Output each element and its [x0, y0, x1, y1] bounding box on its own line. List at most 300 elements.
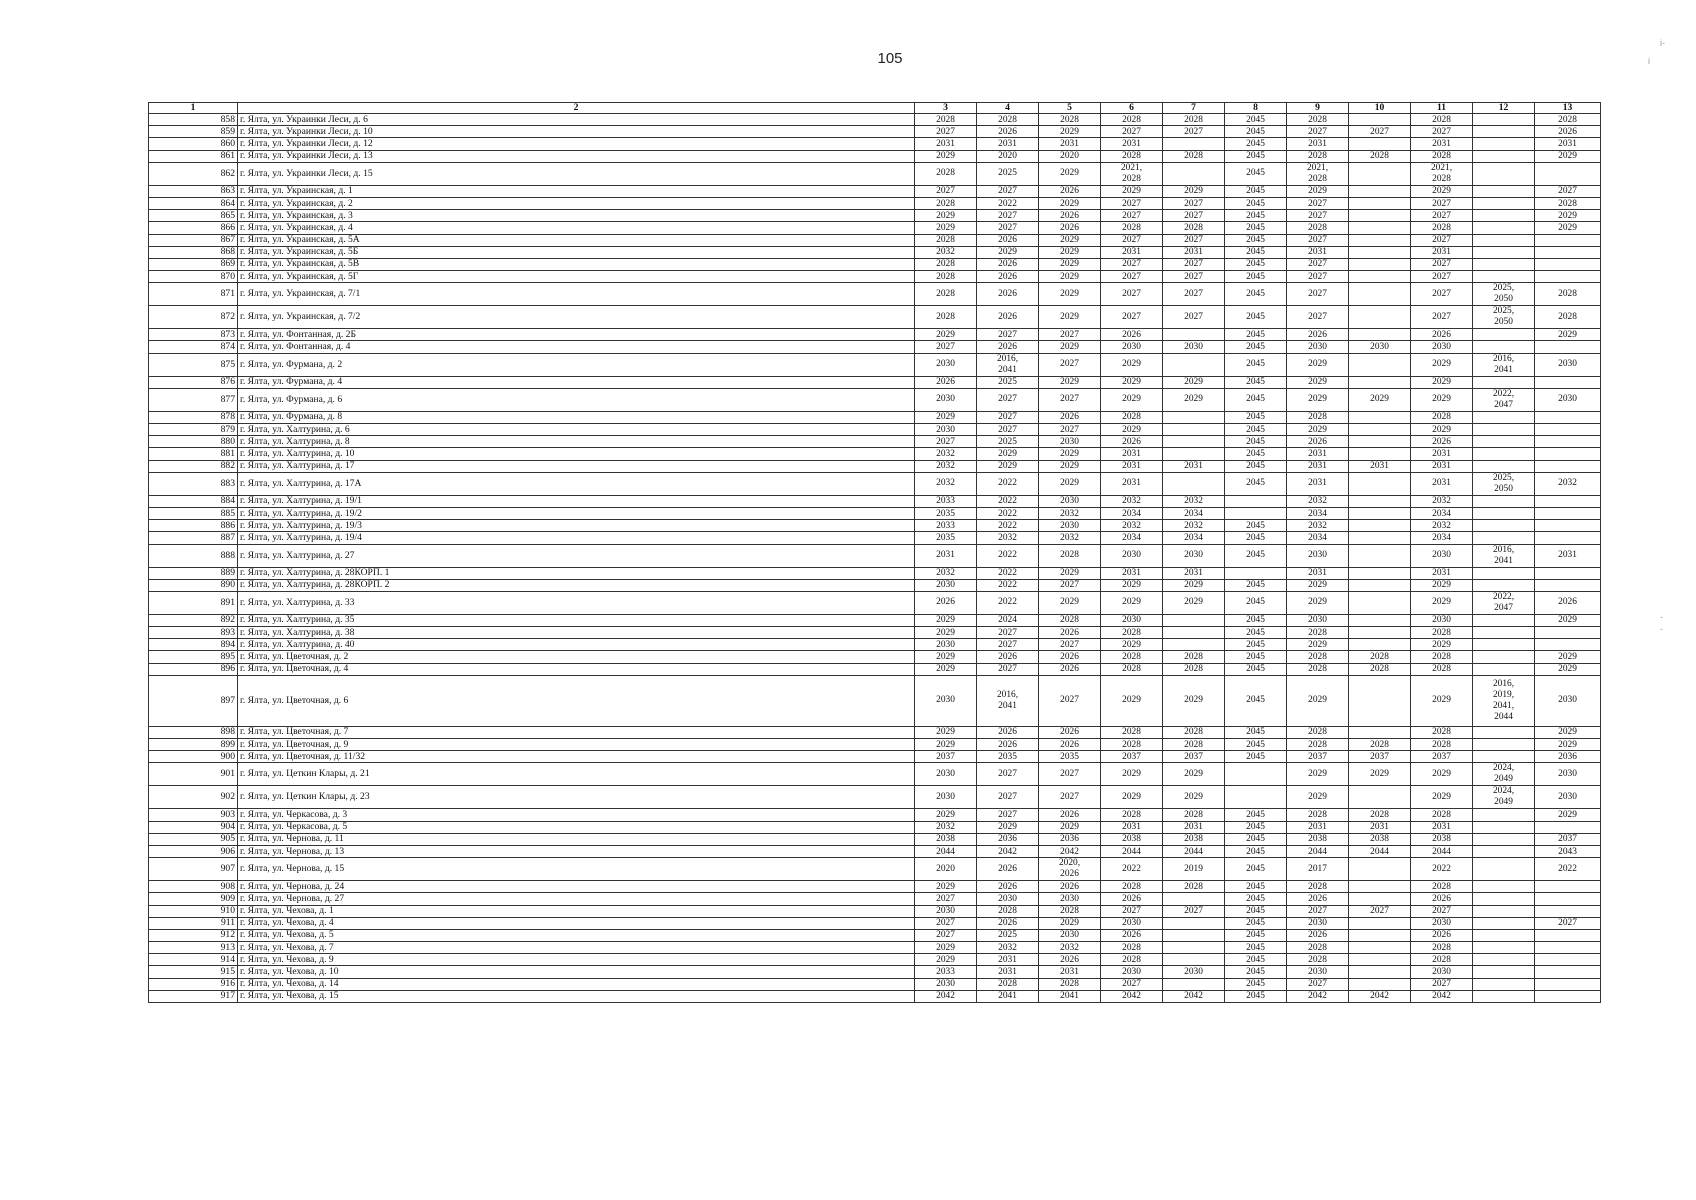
- year-cell: 2045: [1225, 929, 1287, 941]
- row-number-cell: 884: [149, 495, 238, 507]
- year-cell: 2030: [1287, 544, 1349, 567]
- row-number-cell: 907: [149, 858, 238, 881]
- year-cell: 2027: [1535, 917, 1601, 929]
- year-cell: 2024: [977, 614, 1039, 626]
- address-cell: г. Ялта, ул. Цеткин Клары, д. 23: [238, 786, 915, 809]
- address-cell: г. Ялта, ул. Халтурина, д. 35: [238, 614, 915, 626]
- year-cell: 2029: [1039, 376, 1101, 388]
- year-cell: 2027: [977, 663, 1039, 675]
- year-cell: 2037: [1349, 751, 1411, 763]
- year-cell: 2026: [1039, 185, 1101, 197]
- year-cell: 2045: [1225, 809, 1287, 821]
- year-cell: [1473, 246, 1535, 258]
- row-number-cell: 898: [149, 726, 238, 738]
- year-cell: 2031: [1287, 821, 1349, 833]
- year-cell: [1473, 234, 1535, 246]
- year-cell: 2031: [1101, 472, 1163, 495]
- year-cell: 2045: [1225, 675, 1287, 726]
- year-cell: 2028: [1411, 881, 1473, 893]
- year-cell: 2020: [915, 858, 977, 881]
- year-cell: 2030: [977, 893, 1039, 905]
- address-cell: г. Ялта, ул. Халтурина, д. 19/1: [238, 495, 915, 507]
- year-cell: 2045: [1225, 614, 1287, 626]
- year-cell: [1535, 579, 1601, 591]
- year-cell: 2028: [1039, 905, 1101, 917]
- table-row: [149, 627, 1601, 639]
- year-cell: 2029: [1349, 388, 1411, 411]
- year-cell: 2022: [977, 507, 1039, 519]
- year-cell: 2045: [1225, 353, 1287, 376]
- year-cell: 2028: [1163, 222, 1225, 234]
- year-cell: [1163, 472, 1225, 495]
- year-cell: 2031: [1411, 138, 1473, 150]
- year-cell: 2028: [1287, 222, 1349, 234]
- year-cell: [1473, 495, 1535, 507]
- year-cell: [1163, 329, 1225, 341]
- address-cell: г. Ялта, ул. Халтурина, д. 6: [238, 424, 915, 436]
- year-cell: [1349, 306, 1411, 329]
- year-cell: 2029: [1039, 460, 1101, 472]
- year-cell: 2028: [1101, 881, 1163, 893]
- year-cell: 2022: [977, 579, 1039, 591]
- table-row: [149, 544, 1601, 567]
- year-cell: 2029: [1287, 388, 1349, 411]
- header-row: [149, 103, 1601, 114]
- row-number-cell: 875: [149, 353, 238, 376]
- table-row: [149, 893, 1601, 905]
- address-cell: г. Ялта, ул. Украинская, д. 1: [238, 185, 915, 197]
- year-cell: 2028: [1411, 954, 1473, 966]
- year-cell: [1535, 990, 1601, 1002]
- year-cell: 2030: [1101, 544, 1163, 567]
- year-cell: 2029: [1163, 376, 1225, 388]
- year-cell: 2031: [915, 544, 977, 567]
- year-cell: 2029: [1101, 424, 1163, 436]
- address-cell: г. Ялта, ул. Халтурина, д. 19/3: [238, 520, 915, 532]
- year-cell: [1473, 138, 1535, 150]
- year-cell: 2029: [1101, 786, 1163, 809]
- year-cell: 2029: [1287, 675, 1349, 726]
- year-cell: [1163, 411, 1225, 423]
- year-cell: [1349, 917, 1411, 929]
- column-header: 1: [149, 103, 238, 114]
- year-cell: 2026: [1287, 929, 1349, 941]
- year-cell: 2028: [1101, 954, 1163, 966]
- year-cell: [1535, 271, 1601, 283]
- year-cell: 2035: [1039, 751, 1101, 763]
- year-cell: 2033: [915, 520, 977, 532]
- year-cell: 2041: [977, 990, 1039, 1002]
- year-cell: [1163, 942, 1225, 954]
- table-row: [149, 258, 1601, 270]
- year-cell: 2029: [1535, 651, 1601, 663]
- address-cell: г. Ялта, ул. Фурмана, д. 8: [238, 411, 915, 423]
- year-cell: 2026: [977, 271, 1039, 283]
- year-cell: 2029: [1039, 197, 1101, 209]
- year-cell: 2030: [1349, 341, 1411, 353]
- year-cell: 2029: [1039, 917, 1101, 929]
- year-cell: 2020: [1039, 150, 1101, 162]
- year-cell: 2026: [1101, 436, 1163, 448]
- year-cell: 2027: [1039, 675, 1101, 726]
- year-cell: 2044: [1411, 845, 1473, 857]
- year-cell: 2026: [1039, 881, 1101, 893]
- year-cell: 2027: [1039, 786, 1101, 809]
- year-cell: [1473, 436, 1535, 448]
- year-cell: [1349, 978, 1411, 990]
- year-cell: 2026: [1039, 210, 1101, 222]
- year-cell: 2031: [1163, 460, 1225, 472]
- table-row: [149, 353, 1601, 376]
- year-cell: 2022: [1101, 858, 1163, 881]
- row-number-cell: 873: [149, 329, 238, 341]
- year-cell: [1349, 544, 1411, 567]
- year-cell: 2031: [1349, 460, 1411, 472]
- year-cell: 2030: [1411, 544, 1473, 567]
- year-cell: [1163, 978, 1225, 990]
- year-cell: 2029: [1101, 639, 1163, 651]
- year-cell: [1349, 591, 1411, 614]
- year-cell: [1349, 448, 1411, 460]
- year-cell: [1349, 579, 1411, 591]
- address-cell: г. Ялта, ул. Халтурина, д. 33: [238, 591, 915, 614]
- year-cell: 2022: [977, 591, 1039, 614]
- address-cell: г. Ялта, ул. Халтурина, д. 8: [238, 436, 915, 448]
- year-cell: 2030: [1535, 786, 1601, 809]
- row-number-cell: 910: [149, 905, 238, 917]
- year-cell: 2026: [977, 283, 1039, 306]
- year-cell: 2027: [1101, 271, 1163, 283]
- year-cell: 2045: [1225, 544, 1287, 567]
- year-cell: 2027: [1101, 197, 1163, 209]
- year-cell: 2045: [1225, 114, 1287, 126]
- year-cell: 2027: [977, 639, 1039, 651]
- year-cell: 2032: [915, 567, 977, 579]
- year-cell: [1349, 495, 1411, 507]
- year-cell: 2026: [1039, 809, 1101, 821]
- year-cell: 2029: [1039, 283, 1101, 306]
- year-cell: 2045: [1225, 978, 1287, 990]
- table-row: [149, 942, 1601, 954]
- year-cell: [1473, 150, 1535, 162]
- year-cell: [1349, 881, 1411, 893]
- year-cell: 2022: [977, 520, 1039, 532]
- year-cell: 2045: [1225, 917, 1287, 929]
- year-cell: [1349, 893, 1411, 905]
- year-cell: 2029: [977, 246, 1039, 258]
- row-number-cell: 901: [149, 763, 238, 786]
- row-number-cell: 870: [149, 271, 238, 283]
- year-cell: [1349, 329, 1411, 341]
- address-cell: г. Ялта, ул. Черкасова, д. 5: [238, 821, 915, 833]
- year-cell: 2021, 2028: [1101, 162, 1163, 185]
- year-cell: 2030: [1287, 917, 1349, 929]
- year-cell: 2027: [1287, 978, 1349, 990]
- year-cell: 2029: [915, 150, 977, 162]
- year-cell: 2026: [1039, 651, 1101, 663]
- year-cell: 2034: [1287, 507, 1349, 519]
- year-cell: [1349, 858, 1411, 881]
- table-row: [149, 675, 1601, 726]
- year-cell: 2043: [1535, 845, 1601, 857]
- year-cell: 2029: [1287, 579, 1349, 591]
- year-cell: 2027: [1287, 126, 1349, 138]
- row-number-cell: 864: [149, 197, 238, 209]
- year-cell: 2027: [915, 893, 977, 905]
- year-cell: 2030: [1287, 341, 1349, 353]
- year-cell: 2028: [915, 271, 977, 283]
- year-cell: 2032: [915, 821, 977, 833]
- column-header: 2: [238, 103, 915, 114]
- column-header: 8: [1225, 103, 1287, 114]
- year-cell: 2027: [1039, 388, 1101, 411]
- year-cell: 2038: [915, 833, 977, 845]
- year-cell: [1349, 210, 1411, 222]
- year-cell: 2031: [1101, 821, 1163, 833]
- year-cell: 2022: [977, 472, 1039, 495]
- row-number-cell: 859: [149, 126, 238, 138]
- year-cell: 2030: [915, 353, 977, 376]
- year-cell: 2028: [1287, 411, 1349, 423]
- year-cell: 2045: [1225, 627, 1287, 639]
- year-cell: 2028: [1349, 739, 1411, 751]
- year-cell: [1535, 234, 1601, 246]
- year-cell: [1349, 567, 1411, 579]
- year-cell: 2031: [1411, 567, 1473, 579]
- year-cell: 2028: [1287, 942, 1349, 954]
- year-cell: 2045: [1225, 460, 1287, 472]
- year-cell: 2034: [1287, 532, 1349, 544]
- table-row: [149, 222, 1601, 234]
- year-cell: 2029: [1163, 579, 1225, 591]
- year-cell: 2027: [977, 627, 1039, 639]
- year-cell: [1349, 271, 1411, 283]
- year-cell: 2028: [1163, 663, 1225, 675]
- year-cell: 2045: [1225, 893, 1287, 905]
- year-cell: 2027: [977, 210, 1039, 222]
- year-cell: 2045: [1225, 329, 1287, 341]
- year-cell: [1535, 507, 1601, 519]
- table-row: [149, 376, 1601, 388]
- row-number-cell: 883: [149, 472, 238, 495]
- year-cell: 2029: [977, 821, 1039, 833]
- year-cell: [1473, 751, 1535, 763]
- year-cell: [1349, 246, 1411, 258]
- year-cell: 2045: [1225, 845, 1287, 857]
- year-cell: 2028: [1101, 739, 1163, 751]
- year-cell: 2029: [1535, 150, 1601, 162]
- row-number-cell: 867: [149, 234, 238, 246]
- table-row: [149, 763, 1601, 786]
- year-cell: 2045: [1225, 942, 1287, 954]
- year-cell: 2029: [1287, 786, 1349, 809]
- address-cell: г. Ялта, ул. Халтурина, д. 17А: [238, 472, 915, 495]
- year-cell: 2027: [1101, 258, 1163, 270]
- row-number-cell: 860: [149, 138, 238, 150]
- year-cell: 2029: [1101, 675, 1163, 726]
- year-cell: 2026: [977, 341, 1039, 353]
- year-cell: 2022, 2047: [1473, 388, 1535, 411]
- year-cell: [1473, 520, 1535, 532]
- year-cell: 2045: [1225, 306, 1287, 329]
- year-cell: 2028: [1287, 150, 1349, 162]
- year-cell: 2032: [1535, 472, 1601, 495]
- year-cell: 2028: [1287, 663, 1349, 675]
- year-cell: 2027: [1101, 905, 1163, 917]
- year-cell: 2029: [1101, 763, 1163, 786]
- year-cell: 2029: [1411, 376, 1473, 388]
- table-row: [149, 858, 1601, 881]
- year-cell: 2029: [1163, 763, 1225, 786]
- address-cell: г. Ялта, ул. Халтурина, д. 28КОРП. 2: [238, 579, 915, 591]
- year-cell: 2032: [1163, 520, 1225, 532]
- column-header: 11: [1411, 103, 1473, 114]
- row-number-cell: 912: [149, 929, 238, 941]
- year-cell: 2032: [915, 460, 977, 472]
- year-cell: 2029: [1101, 579, 1163, 591]
- table-row: [149, 821, 1601, 833]
- table-row: [149, 591, 1601, 614]
- year-cell: [1349, 627, 1411, 639]
- year-cell: 2031: [1039, 966, 1101, 978]
- year-cell: 2032: [977, 532, 1039, 544]
- year-cell: 2029: [1411, 786, 1473, 809]
- year-cell: 2045: [1225, 858, 1287, 881]
- year-cell: [1473, 942, 1535, 954]
- table-row: [149, 881, 1601, 893]
- year-cell: 2042: [1163, 990, 1225, 1002]
- year-cell: 2042: [1411, 990, 1473, 1002]
- year-cell: 2030: [1101, 341, 1163, 353]
- year-cell: 2029: [915, 809, 977, 821]
- year-cell: 2029: [1535, 614, 1601, 626]
- year-cell: 2030: [915, 424, 977, 436]
- year-cell: [1535, 942, 1601, 954]
- year-cell: 2027: [1349, 905, 1411, 917]
- year-cell: 2037: [1535, 833, 1601, 845]
- column-header: 9: [1287, 103, 1349, 114]
- year-cell: 2028: [1411, 651, 1473, 663]
- year-cell: 2031: [1411, 246, 1473, 258]
- year-cell: [1349, 258, 1411, 270]
- year-cell: 2027: [915, 929, 977, 941]
- year-cell: 2026: [1039, 663, 1101, 675]
- address-cell: г. Ялта, ул. Фурмана, д. 2: [238, 353, 915, 376]
- address-cell: г. Ялта, ул. Чехова, д. 10: [238, 966, 915, 978]
- year-cell: 2026: [1039, 739, 1101, 751]
- address-cell: г. Ялта, ул. Халтурина, д. 10: [238, 448, 915, 460]
- year-cell: 2029: [1039, 567, 1101, 579]
- year-cell: 2044: [1101, 845, 1163, 857]
- year-cell: 2028: [1163, 726, 1225, 738]
- row-number-cell: 902: [149, 786, 238, 809]
- table-row: [149, 411, 1601, 423]
- year-cell: 2031: [1039, 138, 1101, 150]
- year-cell: [1535, 966, 1601, 978]
- column-header: 5: [1039, 103, 1101, 114]
- year-cell: 2045: [1225, 448, 1287, 460]
- year-cell: 2045: [1225, 271, 1287, 283]
- year-cell: 2034: [1411, 532, 1473, 544]
- year-cell: [1473, 726, 1535, 738]
- table-row: [149, 283, 1601, 306]
- year-cell: 2025, 2050: [1473, 283, 1535, 306]
- column-header: 10: [1349, 103, 1411, 114]
- year-cell: 2028: [1287, 954, 1349, 966]
- year-cell: 2027: [1039, 424, 1101, 436]
- year-cell: 2028: [1535, 114, 1601, 126]
- year-cell: [1473, 917, 1535, 929]
- year-cell: 2032: [915, 472, 977, 495]
- year-cell: 2031: [1101, 246, 1163, 258]
- table-row: [149, 751, 1601, 763]
- year-cell: 2030: [1411, 917, 1473, 929]
- year-cell: [1535, 978, 1601, 990]
- address-cell: г. Ялта, ул. Чехова, д. 7: [238, 942, 915, 954]
- year-cell: 2042: [915, 990, 977, 1002]
- year-cell: 2029: [915, 739, 977, 751]
- year-cell: 2028: [1411, 627, 1473, 639]
- year-cell: 2034: [1163, 507, 1225, 519]
- year-cell: [1349, 614, 1411, 626]
- year-cell: 2027: [1163, 210, 1225, 222]
- table-row: [149, 917, 1601, 929]
- year-cell: 2029: [1163, 591, 1225, 614]
- year-cell: 2045: [1225, 341, 1287, 353]
- year-cell: [1349, 639, 1411, 651]
- year-cell: [1473, 567, 1535, 579]
- table-row: [149, 472, 1601, 495]
- year-cell: [1473, 114, 1535, 126]
- year-cell: [1535, 162, 1601, 185]
- year-cell: 2027: [1411, 234, 1473, 246]
- year-cell: [1535, 448, 1601, 460]
- address-cell: г. Ялта, ул. Чернова, д. 27: [238, 893, 915, 905]
- year-cell: 2029: [1101, 185, 1163, 197]
- margin-mark: i-: [1660, 38, 1665, 48]
- year-cell: 2041: [1039, 990, 1101, 1002]
- year-cell: 2028: [1411, 726, 1473, 738]
- year-cell: 2027: [1163, 126, 1225, 138]
- year-cell: 2045: [1225, 126, 1287, 138]
- year-cell: 2027: [1411, 271, 1473, 283]
- year-cell: 2028: [1411, 942, 1473, 954]
- year-cell: 2028: [1411, 809, 1473, 821]
- year-cell: 2027: [915, 126, 977, 138]
- address-cell: г. Ялта, ул. Украинки Леси, д. 10: [238, 126, 915, 138]
- year-cell: 2030: [915, 905, 977, 917]
- year-cell: 2030: [1287, 614, 1349, 626]
- year-cell: 2029: [1411, 639, 1473, 651]
- year-cell: 2025, 2050: [1473, 472, 1535, 495]
- row-number-cell: 891: [149, 591, 238, 614]
- year-cell: [1163, 627, 1225, 639]
- year-cell: 2027: [1163, 258, 1225, 270]
- year-cell: [1473, 185, 1535, 197]
- address-cell: г. Ялта, ул. Цеткин Клары, д. 21: [238, 763, 915, 786]
- year-cell: 2028: [1411, 739, 1473, 751]
- year-cell: 2026: [1101, 929, 1163, 941]
- table-row: [149, 651, 1601, 663]
- year-cell: 2028: [1163, 651, 1225, 663]
- year-cell: 2026: [1411, 436, 1473, 448]
- year-cell: [1163, 917, 1225, 929]
- address-cell: г. Ялта, ул. Украинская, д. 5Б: [238, 246, 915, 258]
- year-cell: 2026: [1101, 329, 1163, 341]
- year-cell: [1535, 881, 1601, 893]
- year-cell: [1349, 929, 1411, 941]
- year-cell: 2034: [1101, 507, 1163, 519]
